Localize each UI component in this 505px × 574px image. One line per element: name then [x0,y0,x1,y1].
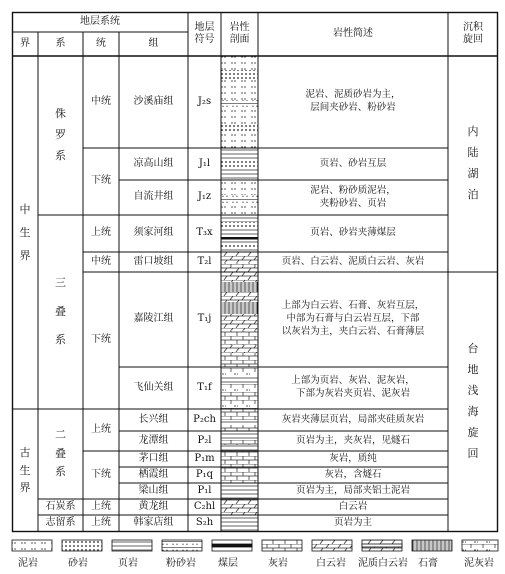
formation-name: 栖霞组 [138,468,169,480]
formation-name: 黄龙组 [138,500,169,512]
legend-label: 泥质白云岩 [358,558,408,569]
lithology-description: 页岩、砂岩互层 [319,157,387,169]
lithology-description: 页岩为主 [333,517,372,529]
formation-symbol: T₁f [197,381,212,393]
formation-symbol: P₁m [194,452,215,464]
legend-label: 灰岩 [268,558,288,569]
header-symbol: 地层 符号 [194,21,215,45]
formation-name: 龙潭组 [138,434,169,446]
formation-name: 沙溪庙组 [133,95,174,107]
formation-symbol: C₂hl [193,500,216,512]
legend-label: 页岩 [118,558,138,569]
lithology-description: 页岩为主，局部夹铝土泥岩 [295,484,410,496]
legend-label: 白云岩 [316,558,346,569]
series-t-upper: 上统 [91,227,111,239]
lithology-section [221,56,258,532]
formation-symbol: J₁l [198,157,211,169]
formation-symbol: P₂l [197,434,212,446]
formation-name: 韩家店组 [133,517,174,529]
system-silurian: 志留系 [45,517,76,529]
era-mesozoic: 中 生 界 [19,202,31,263]
series-p-upper: 上统 [91,423,111,435]
legend-label: 泥灰岩 [464,558,494,569]
era-paleozoic: 古 生 界 [19,446,31,495]
header-section: 岩性 剖面 [229,21,250,45]
series-s-upper: 上统 [91,517,111,529]
legend-label: 砂岩 [68,558,88,569]
lithology-description: 泥岩、粉砂质泥岩， 夹粉砂岩、页岩 [310,184,396,209]
formation-name: 茅口组 [138,452,169,464]
formation-name: 嘉陵江组 [133,313,174,325]
lithology-description: 白云岩 [338,500,368,512]
legend-label: 煤层 [218,558,238,569]
header-desc: 岩性简述 [333,27,373,39]
lithology-description: 灰岩，质纯 [329,452,377,464]
formation-symbol: S₂h [195,517,214,529]
formation-name: 雷口坡组 [133,255,174,267]
header-tong: 统 [96,37,106,49]
lithology-description: 泥岩、泥质砂岩为主， 层间夹砂岩、粉砂岩 [305,89,401,113]
formation-name: 梁山组 [138,484,169,496]
lithology-description: 上部为白云岩、石膏、灰岩互层， 中部为石膏与白云岩互层，下部 以灰岩为主，夹白云岩、石膏薄层 [281,300,425,337]
header-xi: 系 [55,37,66,49]
formation-symbol: T₁j [197,313,212,325]
formation-symbol: T₂l [197,255,212,267]
formation-symbol: J₂s [197,95,212,107]
environment-platform-sea: 台 地 浅 海 旋 回 [467,342,479,460]
system-permian: 二 叠 系 [55,427,66,479]
system-carboniferous: 石炭系 [45,500,76,512]
formation-symbol: P₁l [197,484,212,496]
header-zu: 组 [148,37,159,49]
series-p-lower: 下统 [91,468,111,480]
formation-symbol: P₁q [195,468,214,480]
formation-name: 凉高山组 [133,157,174,169]
lithology-description: 页岩、白云岩、泥质白云岩、灰岩 [281,255,425,267]
formation-symbol: T₃x [196,227,213,239]
legend-label: 粉砂岩 [166,558,196,569]
environment-lacustrine: 内 陆 湖 泊 [467,125,479,201]
legend-label: 泥岩 [18,558,38,569]
series-t-middle: 中统 [91,255,111,267]
header-env: 沉积 旋回 [463,21,483,45]
header-jie: 界 [20,37,30,49]
series-c-upper: 上统 [91,500,111,512]
formation-symbol: P₂ch [193,413,216,425]
series-j-lower: 下统 [91,175,111,187]
legend-swatches [12,540,498,551]
lithology-description: 灰岩，含燧石 [324,468,382,480]
legend-label: 石膏 [418,558,438,569]
series-j-middle: 中统 [91,95,111,107]
lithology-description: 页岩、砂岩夹薄煤层 [310,227,396,239]
formation-name: 自流井组 [133,191,174,203]
system-jurassic: 侏 罗 系 [55,107,66,162]
lithology-description: 页岩为主，夹灰岩，见燧石 [295,434,410,446]
lithology-description: 上部为页岩、灰岩、泥灰岩， 下部为灰岩夹页岩、泥灰岩 [291,375,415,399]
series-t-lower: 下统 [91,334,111,346]
lithology-description: 灰岩夹薄层页岩，局部夹硅质灰岩 [281,413,425,425]
formation-symbol: J₁z [197,191,212,203]
header-strat-system: 地层系统 [80,15,120,27]
formation-name: 飞仙关组 [133,381,174,393]
formation-name: 须家河组 [133,227,174,239]
system-triassic: 三 叠 系 [55,276,66,347]
formation-name: 长兴组 [138,413,169,425]
